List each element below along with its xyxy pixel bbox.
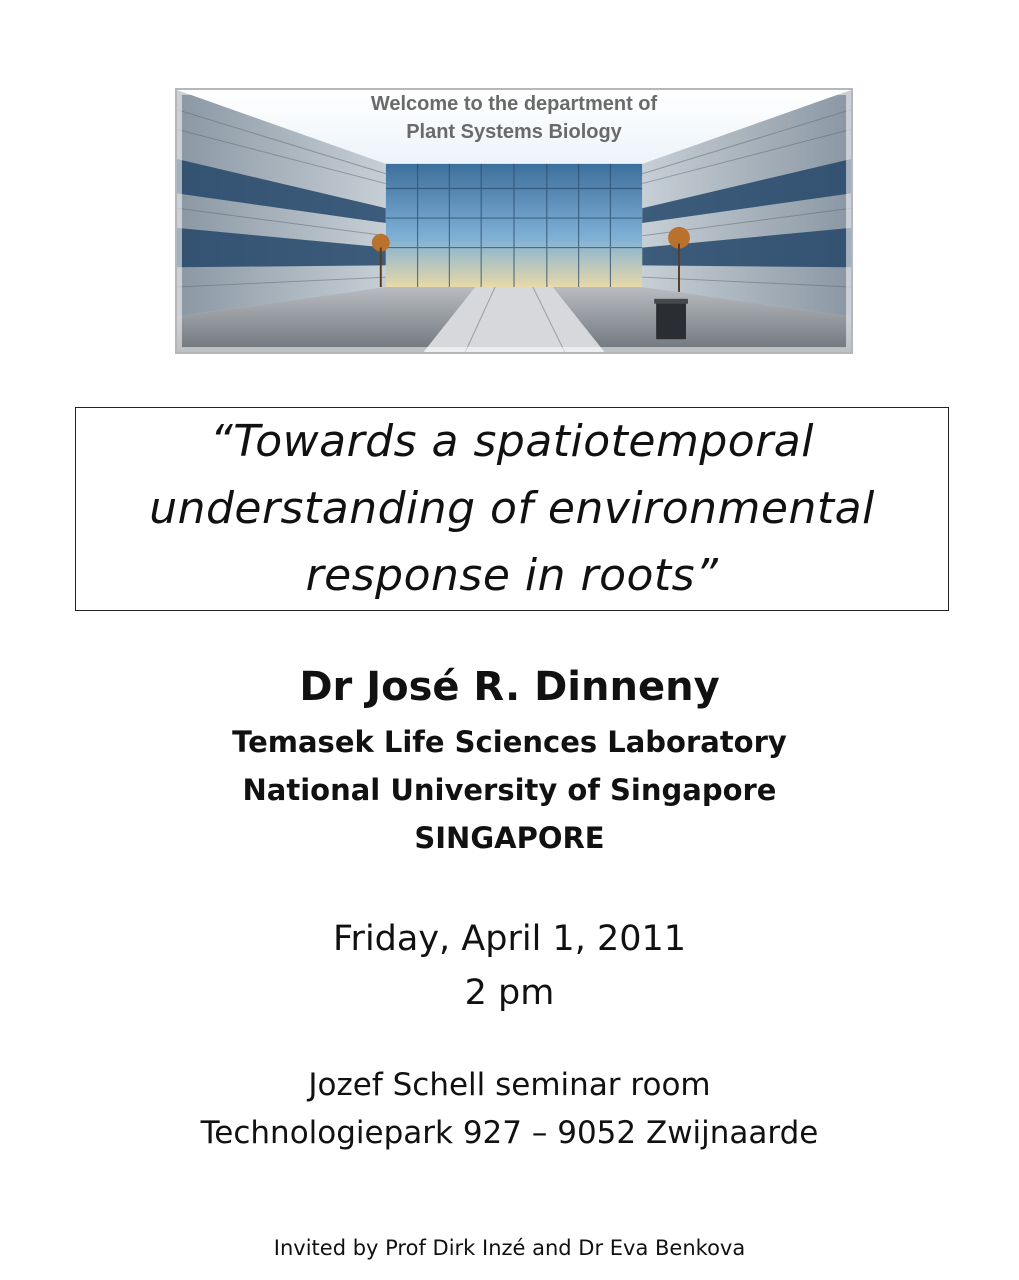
talk-title-box (75, 407, 949, 611)
event-time: 2 pm (464, 973, 555, 1013)
building-banner-image (175, 88, 853, 354)
event-date: Friday, April 1, 2011 (332, 919, 687, 959)
talk-title-line2: understanding of environmental (149, 483, 875, 534)
banner-welcome-line1: Welcome to the department of (370, 93, 658, 115)
event-venue-room: Jozef Schell seminar room (308, 1067, 711, 1103)
talk-title-line1: “Towards a spatiotemporal (209, 416, 814, 467)
speaker-affiliation-line2: National University of Singapore (242, 773, 777, 807)
banner-caption (177, 90, 851, 146)
talk-title-line3: response in roots” (305, 550, 719, 601)
banner-welcome-line2: Plant Systems Biology (406, 121, 622, 143)
speaker-affiliation-line1: Temasek Life Sciences Laboratory (232, 725, 787, 759)
speaker-name: Dr José R. Dinneny (299, 664, 720, 710)
speaker-affiliation-country: SINGAPORE (414, 821, 605, 855)
event-venue-address: Technologiepark 927 – 9052 Zwijnaarde (200, 1115, 819, 1151)
invited-by-note: Invited by Prof Dirk Inzé and Dr Eva Benkova (273, 1236, 746, 1260)
